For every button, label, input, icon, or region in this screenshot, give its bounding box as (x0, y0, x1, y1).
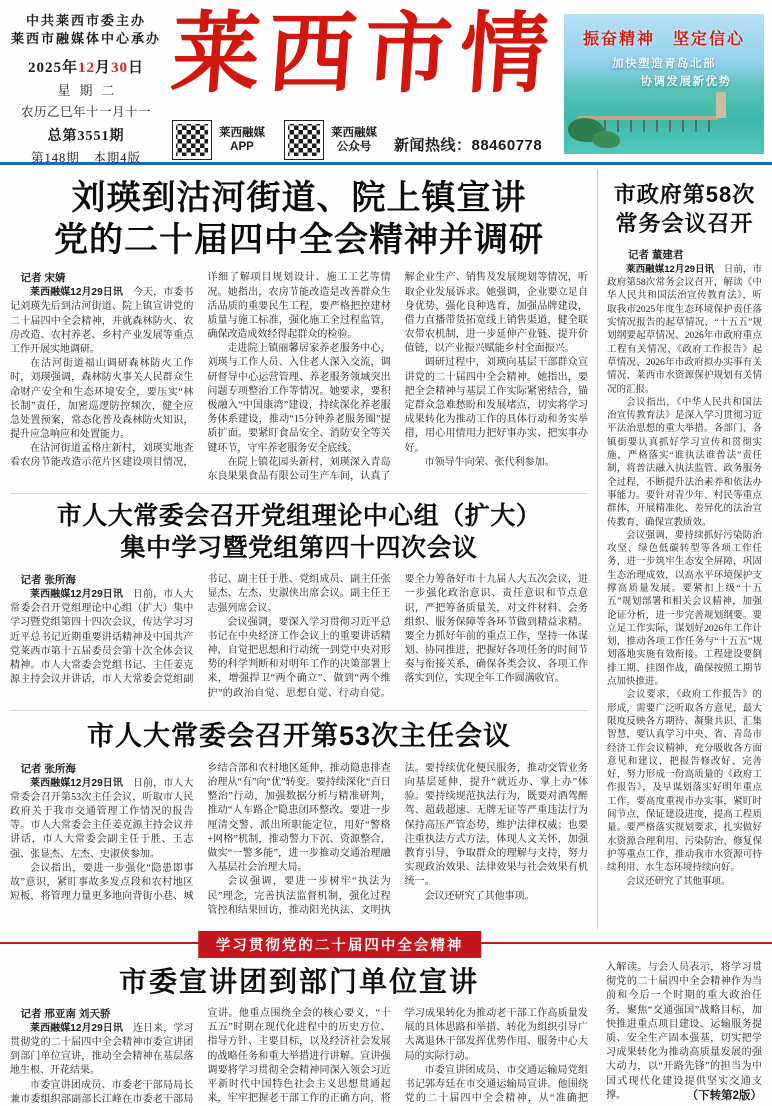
article-body (10, 762, 588, 918)
article-byline: 记者 张所海 (20, 762, 76, 775)
left-articles-zone (10, 169, 588, 929)
qr-code-wechat-icon (284, 120, 324, 160)
qr-group-wechat (284, 120, 377, 160)
article-byline: 记者 邢亚南 刘天骄 (20, 1008, 111, 1020)
date-day: 30 (111, 60, 128, 77)
tree (592, 131, 620, 148)
theme-banner-row (0, 930, 772, 956)
article-paragraph: 市委宣讲团成员、市交通运输局党组书记郭寿廷在市交通运输局宣讲。他围绕党的二十届四中全会精神，从“准确把 (404, 1064, 588, 1105)
headline-line1: 刘瑛到沽河街道、院上镇宣讲 (71, 179, 527, 217)
article-paragraph: 会议强调，要深入学习贯彻习近平总书记在中央经济工作会议上的重要讲话精神，自觉把思想和行动统一到党中央对形势的科学判断和对明年工作的决策部署上来，增强捍卫“两个确立”、做到“两个维护”的政治自觉、思想自觉、行动自觉。要全力筹备好市十九届人大五次会议，进一步强化政治意识、责任意识和节点意识，严把筹备质量关，对文件材料、会务组织、服务保障等各环节做到精益求精。要全力抓好年前的重点工作，坚持一体谋划、协同推进，把握好各项任务的时间节奏与衔接关系，确保各类会议、各项工作落实到位，实现全年工作圆满收官。 (207, 574, 588, 699)
article-gov-executive-meeting (597, 169, 762, 929)
water-tower (716, 92, 726, 118)
article-byline: 记者 董建君 (628, 249, 684, 262)
article-paragraph: 会议指出，要进一步强化“隐患即事故”意识，紧盯事故多发点段和农村地区短板，将管理力量更多地向背街小巷、城乡结合部和农村地区延伸，推动隐患排查治理从“有”向“优”转变。要持续深化“百日整治”行动，加强数据分析与精准研判，推动“人车路企”隐患闭环整改。要进一步厘清交警、派出所职能定位，用好“警格+网格”机制，推动警力下沉、资源整合，做实“一警多能”，进一步推动交通治理融入基层社会治理大局。 (10, 762, 391, 903)
continuation-paragraph: 入解读。与会人员表示，将学习贯彻党的二十届四中全会精神作为当前和今后一个时期的重大政治任务，聚焦“交通强国”战略目标，加快推进重点项目建设、运输服务提质、安全生产固本强基，切实把学习成果转化为推动高质量发展的强大动力，以“开路先锋”的担当为中国式现代化建设提供坚实交通支撑。 (606, 962, 762, 1101)
period-number: 第148期 本期4版 (30, 151, 141, 166)
section-divider (10, 493, 588, 494)
headline-line1: 市人大常委会召开党组理论中心组（扩大） (56, 502, 542, 531)
dateline: 莱西融媒12月29日讯 (626, 263, 715, 275)
dateline: 莱西融媒12月29日讯 (30, 589, 123, 601)
issue-number: 总第3551期 (47, 129, 125, 145)
article-paragraph (10, 286, 193, 357)
article-paragraph: 会议还研究了其他事项。 (424, 890, 535, 902)
lead-text: 日前，市政府第58次常务会议召开，解读《中华人民共和国法治宣传教育法》，听取我市2025年度生态环境保护责任落实情况报告的起草情况、“十五五”规划纲要起草情况、2026年市政府重点工程有关情况、《政府工作报告》起草情况、2026年市政府拟办实事有关情况、莱西市水资源保护规划有关情况的汇报。 (607, 264, 762, 395)
article-body (10, 271, 588, 484)
article-paragraph: 市领导牛向荣、张代利参加。 (424, 456, 555, 468)
qr-code-app-icon (172, 120, 212, 160)
article-paragraph: 在院上镇花园头新村，刘瑛深入青岛东良果果食品有限公司生产车间，认真了解企业生产、销售及发展规划等情况，听取企业发展诉求。她强调，企业要立足自身优势，强化良种选育，加强品牌建设，借力直播带货拓宽线上销售渠道，健全联农带农机制，进一步延伸产业链、提升价值链，以产业振兴赋能乡村全面振兴。 (207, 272, 588, 482)
article-liuying-tour (10, 177, 588, 484)
article-headline (10, 177, 588, 261)
article-npc-study-session (10, 501, 588, 701)
article-paragraph: 调研过程中，刘瑛向基层干部群众宣讲党的二十届四中全会精神。她指出，要把全会精神与基层工作实际紧密结合，锚定群众急难愁盼和发展堵点，切实将学习成果转化为推动工作的具体行动和务实举措，用心用情用力把好事办实、把实事办好。 (404, 357, 588, 454)
masthead-header (0, 0, 772, 165)
article-paragraph: 会议还研究了其他事项。 (626, 876, 731, 887)
article-paragraph (10, 1022, 193, 1079)
date-day-unit: 日 (128, 60, 145, 77)
photo-slogan-sub2: 协调发展新优势 (640, 76, 732, 88)
article-paragraph: 会议强调，要进一步树牢“执法为民”理念，完善执法监督机制，强化过程管控和结果回访，推动阳光执法、文明执法。要持续优化便民服务，推动交管业务向基层延伸，提升“就近办、掌上办”体验。要持续规范执法行为，既要对酒驾醉驾、超载超速、无牌无证等严重违法行为保持高压严管态势，维护法律权威；也要注重执法方式方法，体现人文关怀，加强教育引导，争取群众的理解与支持，努力实现政治效果、法律效果与社会效果有机统一。 (207, 762, 588, 916)
masthead-title: 莱西市情 (168, 1, 560, 105)
article-npc-directors-meeting (10, 719, 588, 918)
lead-text: 今天，市委书记刘瑛先后到沽河街道、院上镇宣讲党的二十届四中全会精神，并就森林防火、农房改造、农村养老、乡村产业发展等重点工作开展实地调研。 (10, 287, 194, 355)
photo-slogan-sub1: 加快塑造青岛北部 (612, 58, 716, 70)
publisher-line-1: 中共莱西市委主办 (25, 13, 146, 28)
qr-wechat-label (331, 126, 377, 155)
article-preach-team (10, 957, 588, 1105)
article-paragraph: 走进院上镇丽馨居家养老服务中心，刘瑛与工作人员、入住老人深入交流，调研督导中心运营管理、养老服务领域突出问题专项整治工作等情况。她要求，要积极融入“中国康湾”建设，持续深化养老服务体系建设，推动“15分钟养老服务圈”提质扩面。要紧盯食品安全、消防安全等关键环节，守牢养老服务安全底线。 (207, 343, 391, 454)
headline-line2: 党的二十届四中全会精神并调研 (54, 221, 544, 260)
article-body (607, 248, 762, 889)
qr-app-label-line1: 莱西融媒 (219, 126, 265, 139)
qr-app-label (219, 126, 265, 155)
date-month: 12 (77, 60, 95, 77)
article-byline: 记者 宋婧 (20, 272, 66, 285)
dateline: 莱西融媒12月29日讯 (30, 287, 123, 299)
lunar-date: 农历乙巳年十一月十一 (20, 105, 151, 120)
article-body (10, 573, 588, 701)
headline-line2: 常务会议召开 (615, 210, 754, 236)
article-headline (607, 181, 762, 238)
article-body (10, 1007, 588, 1105)
article-paragraph: 会议指出，《中华人民共和国法治宣传教育法》是深入学习贯彻习近平法治思想的重大举措。各部门、各镇街要认真抓好学习宣传和贯彻实施，严格落实“谁执法谁普法”责任制，将普法融入执法监管、政务服务全过程，不断提升法治素养和依法办事能力。要针对青少年、村民等重点群体，开展精准化、差异化的法治宣传教育，确保宣教质效。 (607, 397, 762, 528)
main-content-grid (0, 165, 772, 929)
dateline: 莱西融媒12月29日讯 (30, 777, 123, 789)
bottom-content-grid (0, 957, 772, 1105)
article-paragraph (607, 263, 762, 397)
headline-line1: 市政府第58次 (613, 182, 756, 207)
photo-slogan-main: 振奋精神 坚定信心 (582, 31, 745, 48)
publisher-line-2: 莱西市融媒体中心承办 (10, 30, 161, 46)
publication-info-block (10, 12, 162, 166)
qr-wechat-label-line2: 公众号 (336, 141, 372, 153)
news-hotline: 新闻热线：88460778 (394, 137, 543, 154)
lead-text: 日前，市人大常委会召开党组理论中心组（扩大）集中学习暨党组第四十四次会议，传达学习习近平总书记近期重要讲话精神及中国共产党莱西市第十五届委员会第十次全体会议精神。市人大常委会党组书记、主任姜克源主持会议并讲话，市人大常委会党组副书记、副主任于胜、党组成员、副主任张显杰、左杰、史淑侠出席会议。副主任王志强列席会议。 (10, 574, 391, 686)
article-headline: 市人大常委会召开第53次主任会议 (86, 720, 512, 751)
dateline: 莱西融媒12月29日讯 (30, 1022, 123, 1034)
qr-wechat-label-line1: 莱西融媒 (331, 126, 377, 139)
article-paragraph: 会议强调，要持续抓好污染防治攻坚、绿色低碳转型等各项工作任务，进一步筑牢生态安全屏障，巩固生态治理成效，以高水平环境保护支撑高质量发展。要紧扣上级“十五五”规划部署和相关会议精神，加强论证分析，进一步完善规划纲要。要立足工作实际，谋划好2026年工作计划，推动各项工作任务与“十五五”规划落地实施有效衔接。工程建设要倒排工期、挂图作战，确保按照工期节点加快推进。 (607, 530, 762, 688)
article-paragraph: 会议要求，《政府工作报告》的形成，需要广泛听取各方意见，最大限度反映各方期待、凝聚共识、汇集智慧，要认真学习中央、省、青岛市经济工作会议精神，充分吸收各方面意见和建议，把报告修改好、完善好，努力形成一份高质量的《政府工作报告》，及早谋划落实好明年重点工作。要高度重视市办实事，紧盯时间节点，保证建设进度，提高工程质量。要严格落实规划要求，扎实做好水资源合理利用、污染防治、修复保护等重点工作，推动我市水资源可持续利用、水生态环境持续向好。 (607, 690, 762, 874)
date-year: 2025年 (27, 60, 78, 77)
publication-date (10, 56, 162, 77)
promo-photo (564, 14, 764, 154)
lead-text: 连日来，学习贯彻党的二十届四中全会精神市委宣讲团到部门单位宣讲，推动全会精神在基层落地生根、开花结果。 (10, 1022, 194, 1077)
headline-line2: 集中学习暨党组第四十四次会议 (120, 533, 478, 562)
article-paragraph: 在沽河街道福山调研森林防火工作时，刘瑛强调，森林防火事关人民群众生命财产安全和生态环境安全，要压实“林长制”责任，加密巡逻防控频次，健全应急处置预案，常态化普及森林防火知识，提升应急响应和处置能力。 (10, 358, 194, 441)
article-paragraph (10, 777, 193, 862)
section-divider (10, 710, 588, 711)
weekday: 星期二 (57, 83, 124, 99)
article-headline (10, 501, 588, 564)
qr-app-label-line2: APP (230, 141, 254, 153)
article-preach-continuation (597, 957, 762, 1105)
article-headline: 市委宣讲团到部门单位宣讲 (118, 966, 479, 997)
turn-page-note: （下转第2版） (679, 1087, 762, 1103)
lead-text: 日前，市人大常委会召开第53次主任会议，听取市人民政府关于我市交通管理工作情况的报告等。市人大常委会主任姜克源主持会议并讲话，市人大常委会副主任于胜、王志强、张显杰、左杰、史淑侠参加。 (10, 777, 194, 860)
article-paragraph: 在沽河街道孟格庄新村，刘瑛实地查看农房节能改造示范片区建设项目情况，详细了解项目规划设计、施工工艺等情况。她指出，农房节能改造是改善群众生活品质的重要民生工程，要严格把控建材质量与施工标准，强化施工全过程监管，确保改造成效经得起群众的检验。 (10, 272, 391, 469)
section-banner: 学习贯彻党的二十届四中全会精神 (198, 931, 482, 958)
article-paragraph: 市委宣讲团成员、市委老干部局局长兼市委组织部副部长江峰在市委老干部局宣讲。他重点围绕全会的核心要义，“十五五”时期在现代化进程中的历史方位、指导方针、主要目标，以及经济社会发展的战略任务和重大举措进行讲解。宣讲强调要将学习贯彻全会精神同深入领会习近平新时代中国特色社会主义思想贯通起来，牢牢把握老干部工作的正确方向，将学习成果转化为推动老干部工作高质量发展的具体思路和举措、转化为组织引导广大离退休干部发挥优势作用、服务中心大局的实际行动。 (10, 1008, 588, 1105)
date-month-unit: 月 (94, 60, 111, 77)
qr-group-app (172, 120, 265, 160)
article-byline: 记者 张所海 (20, 574, 76, 587)
